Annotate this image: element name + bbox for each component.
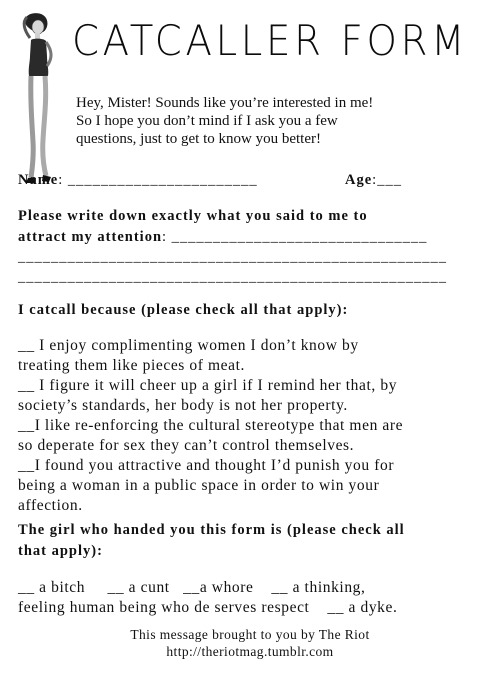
- reason-line: being a woman in a public space in order to win your: [18, 477, 380, 494]
- name-field[interactable]: [18, 172, 258, 189]
- reason-line: society’s standards, her body is not her property.: [18, 397, 348, 414]
- girl-heading-line2: that apply):: [18, 543, 103, 559]
- intro-text: [76, 94, 486, 148]
- said-blank-line[interactable]: ____________________________________________________: [18, 249, 447, 265]
- girl-heading-line1: The girl who handed you this form is (please check all: [18, 522, 405, 538]
- reasons-heading: I catcall because (please check all that apply):: [18, 302, 349, 318]
- footer-credit: This message brought to you by The Riot: [130, 627, 370, 642]
- pinup-girl-illustration: [16, 12, 64, 184]
- reasons-list: [18, 336, 403, 516]
- girl-option-line[interactable]: feeling human being who de serves respect __ a dyke.: [18, 599, 398, 616]
- reason-line[interactable]: __ I figure it will cheer up a girl if I remind her that, by: [18, 377, 398, 394]
- footer: [0, 626, 500, 660]
- age-blank[interactable]: :___: [372, 172, 402, 188]
- reason-line[interactable]: __ I enjoy complimenting women I don’t know by: [18, 337, 359, 354]
- girl-option-line[interactable]: __ a bitch __ a cunt __a whore __ a thinking,: [18, 579, 366, 596]
- form-title: CATCALLER FORM: [72, 16, 469, 65]
- age-label: Age: [345, 172, 373, 188]
- age-field[interactable]: [345, 172, 402, 189]
- said-blank-line[interactable]: ____________________________________________________: [18, 269, 447, 285]
- girl-options: [18, 578, 398, 618]
- said-question-line1: Please write down exactly what you said to me to: [18, 208, 368, 224]
- intro-line: Hey, Mister! Sounds like you’re interested in me!: [76, 95, 374, 111]
- reason-line: treating them like pieces of meat.: [18, 357, 245, 374]
- reason-line: so deperate for sex they can’t control themselves.: [18, 437, 355, 454]
- footer-url[interactable]: http://theriotmag.tumblr.com: [166, 644, 334, 659]
- said-question-label: attract my attention: [18, 229, 163, 245]
- reason-line[interactable]: __I like re-enforcing the cultural stereotype that men are: [18, 417, 404, 434]
- name-blank[interactable]: : _______________________: [58, 172, 258, 188]
- reason-line[interactable]: __I found you attractive and thought I’d punish you for: [18, 457, 395, 474]
- said-question-line2[interactable]: [18, 229, 427, 246]
- intro-line: So I hope you don’t mind if I ask you a few: [76, 113, 338, 129]
- intro-line: questions, just to get to know you better!: [76, 131, 321, 147]
- name-label: Name: [18, 172, 59, 188]
- said-blank[interactable]: : _______________________________: [162, 229, 428, 245]
- reason-line: affection.: [18, 497, 83, 514]
